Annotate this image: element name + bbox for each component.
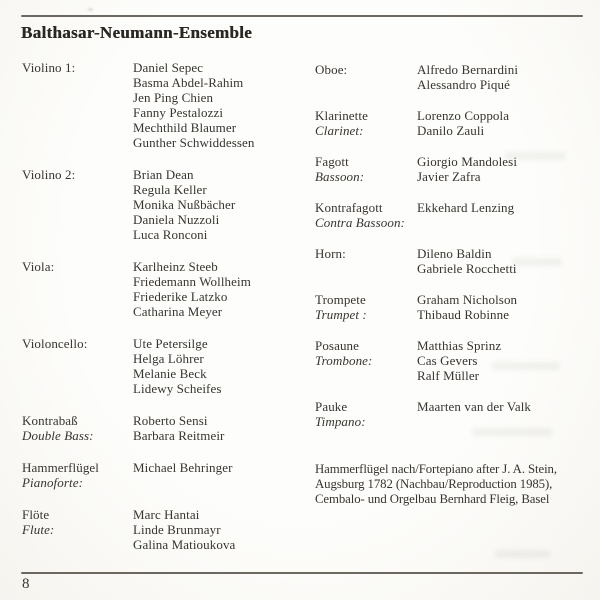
section-violoncello <box>22 336 304 396</box>
musician-list <box>417 62 600 92</box>
musician-name: Michael Behringer <box>133 460 233 475</box>
musician-name: Alessandro Piqué <box>417 77 510 92</box>
top-rule <box>21 15 583 17</box>
musician-name: Melanie Beck <box>133 366 207 381</box>
musician-name: Lidewy Scheifes <box>133 381 222 396</box>
instrument-label-german: Flöte <box>22 507 50 522</box>
section-timpani <box>315 399 600 429</box>
section-double-bass <box>22 413 304 443</box>
instrument-label <box>315 108 417 138</box>
musician-name: Marc Hantai <box>133 507 200 522</box>
instrument-label <box>315 62 417 77</box>
instrument-label <box>22 507 133 537</box>
musician-list <box>133 507 304 552</box>
musician-name: Helga Löhrer <box>133 351 204 366</box>
instrument-note-line: Cembalo- und Orgelbau Bernhard Fleig, Basel <box>315 492 550 506</box>
section-trumpet <box>315 292 600 322</box>
instrument-label-german: Posaune <box>315 338 360 353</box>
section-violin1 <box>22 60 304 150</box>
instrument-label-english: Double Bass: <box>22 428 94 443</box>
instrument-label-german: Violino 2: <box>22 167 76 182</box>
musician-name: Javier Zafra <box>417 169 481 184</box>
instrument-label <box>22 336 133 351</box>
left-column <box>22 60 304 569</box>
musician-name: Fanny Pestalozzi <box>133 105 224 120</box>
instrument-label-german: Kontrabaß <box>22 413 78 428</box>
musician-list <box>133 259 304 319</box>
instrument-label-english: Contra Bassoon: <box>315 215 405 230</box>
instrument-label-german: Violoncello: <box>22 336 88 351</box>
musician-name: Friedemann Wollheim <box>133 274 251 289</box>
musician-list <box>133 460 304 475</box>
musician-name: Gabriele Rocchetti <box>417 261 517 276</box>
instrument-label-english: Timpano: <box>315 414 366 429</box>
instrument-label-german: Horn: <box>315 246 346 261</box>
musician-list <box>133 336 304 396</box>
section-pianoforte <box>22 460 304 490</box>
musician-name: Basma Abdel-Rahim <box>133 75 244 90</box>
section-flute <box>22 507 304 552</box>
musician-list <box>417 200 600 215</box>
musician-list <box>417 292 600 322</box>
instrument-label-german: Hammerflügel <box>22 460 100 475</box>
instrument-label <box>315 292 417 322</box>
musician-name: Giorgio Mandolesi <box>417 154 518 169</box>
musician-name: Friederike Latzko <box>133 289 228 304</box>
musician-name: Daniela Nuzzoli <box>133 212 220 227</box>
bottom-rule <box>21 572 583 574</box>
musician-name: Lorenzo Coppola <box>417 108 510 123</box>
musician-name: Daniel Sepec <box>133 60 204 75</box>
instrument-label-german: Pauke <box>315 399 348 414</box>
instrument-label <box>22 60 133 75</box>
instrument-label <box>22 259 133 274</box>
musician-list <box>133 167 304 242</box>
musician-name: Danilo Zauli <box>417 123 485 138</box>
musician-list <box>417 108 600 138</box>
instrument-label-english: Trumpet : <box>315 307 367 322</box>
musician-name: Regula Keller <box>133 182 207 197</box>
page-title: Balthasar-Neumann-Ensemble <box>21 23 253 42</box>
musician-name: Gunther Schwiddessen <box>133 135 255 150</box>
instrument-note-line: Augsburg 1782 (Nachbau/Reproduction 1985), <box>315 477 553 491</box>
right-column <box>315 62 600 507</box>
instrument-label-german: Oboe: <box>315 62 348 77</box>
instrument-label-german: Trompete <box>315 292 366 307</box>
instrument-label-english: Pianoforte: <box>22 475 84 490</box>
instrument-label-english: Bassoon: <box>315 169 365 184</box>
instrument-label-english: Flute: <box>22 522 55 537</box>
musician-name: Cas Gevers <box>417 353 478 368</box>
instrument-label <box>22 167 133 182</box>
musician-name: Dileno Baldin <box>417 246 492 261</box>
musician-name: Barbara Reitmeir <box>133 428 225 443</box>
musician-name: Graham Nicholson <box>417 292 518 307</box>
musician-name: Mechthild Blaumer <box>133 120 237 135</box>
musician-name: Galina Matioukova <box>133 537 236 552</box>
instrument-label-german: Klarinette <box>315 108 368 123</box>
section-clarinet <box>315 108 600 138</box>
section-violin2 <box>22 167 304 242</box>
instrument-label-german: Violino 1: <box>22 60 76 75</box>
musician-list <box>417 338 600 383</box>
instrument-label <box>315 246 417 261</box>
musician-name: Thibaud Robinne <box>417 307 510 322</box>
section-contra-bassoon <box>315 200 600 230</box>
musician-name: Catharina Meyer <box>133 304 223 319</box>
instrument-label-english: Clarinet: <box>315 123 364 138</box>
scan-speck <box>88 8 93 11</box>
instrument-label <box>315 200 417 230</box>
musician-name: Luca Ronconi <box>133 227 208 242</box>
section-trombone <box>315 338 600 383</box>
musician-name: Matthias Sprinz <box>417 338 502 353</box>
instrument-label <box>22 413 133 443</box>
instrument-label <box>315 338 417 368</box>
musician-name: Brian Dean <box>133 167 194 182</box>
musician-name: Karlheinz Steeb <box>133 259 218 274</box>
page-bleed-through <box>495 550 550 558</box>
instrument-label-german: Fagott <box>315 154 349 169</box>
section-bassoon <box>315 154 600 184</box>
musician-list <box>417 154 600 184</box>
instrument-label-english: Trombone: <box>315 353 373 368</box>
musician-list <box>133 413 304 443</box>
musician-list <box>133 60 304 150</box>
instrument-label-german: Viola: <box>22 259 55 274</box>
page-number: 8 <box>22 576 30 592</box>
instrument-note <box>315 462 600 507</box>
instrument-label <box>315 399 417 429</box>
instrument-label <box>315 154 417 184</box>
musician-name: Ekkehard Lenzing <box>417 200 515 215</box>
musician-name: Maarten van der Valk <box>417 399 532 414</box>
musician-name: Alfredo Bernardini <box>417 62 519 77</box>
musician-name: Roberto Sensi <box>133 413 208 428</box>
musician-list <box>417 246 600 276</box>
musician-name: Ralf Müller <box>417 368 480 383</box>
musician-name: Jen Ping Chien <box>133 90 214 105</box>
musician-name: Monika Nußbächer <box>133 197 236 212</box>
instrument-note-line: Hammerflügel nach/Fortepiano after J. A. Stein, <box>315 462 557 476</box>
musician-name: Ute Petersilge <box>133 336 208 351</box>
section-horn <box>315 246 600 276</box>
section-oboe <box>315 62 600 92</box>
instrument-label-german: Kontrafagott <box>315 200 383 215</box>
musician-list <box>417 399 600 414</box>
section-viola <box>22 259 304 319</box>
musician-name: Linde Brunmayr <box>133 522 221 537</box>
instrument-label <box>22 460 133 490</box>
